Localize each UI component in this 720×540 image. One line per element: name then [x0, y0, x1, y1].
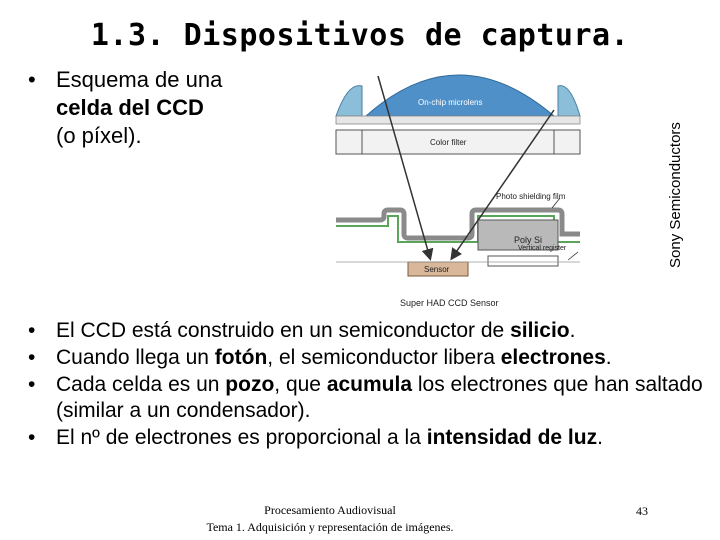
- list-item: • El nº de electrones es proporcional a la intensidad de luz.: [28, 426, 603, 449]
- label-sensor: Sensor: [424, 265, 450, 274]
- intro-line-3: (o píxel).: [56, 123, 142, 148]
- list-item: • Cada celda es un pozo, que acumula los electrones que han saltado (similar a un condensador).: [28, 373, 703, 422]
- bullet-marker: •: [28, 346, 36, 369]
- image-credit: Sony Semiconductors: [667, 122, 684, 268]
- footer-topic: Tema 1. Adquisición y representación de imágenes.: [206, 520, 454, 534]
- slide-title: 1.3. Dispositivos de captura.: [90, 18, 630, 53]
- label-shielding-film: Photo shielding film: [496, 192, 566, 201]
- vertical-register: [488, 256, 558, 266]
- bullet-marker: •: [28, 319, 36, 342]
- bullet-marker: •: [28, 373, 36, 396]
- microlens-right: [558, 86, 580, 116]
- lens-base: [336, 116, 580, 124]
- label-microlens: On-chip microlens: [418, 98, 483, 107]
- intro-line-1: Esquema de una: [56, 67, 223, 92]
- bullet-marker: •: [28, 426, 36, 449]
- intro-bullet: [28, 66, 288, 150]
- footer: [140, 502, 520, 536]
- intro-line-2: celda del CCD: [56, 95, 204, 120]
- list-item: • Cuando llega un fotón, el semiconductor libera electrones.: [28, 346, 612, 369]
- footer-course: Procesamiento Audiovisual: [264, 503, 396, 517]
- page-number: 43: [636, 504, 648, 518]
- label-poly-si: Poly Si: [514, 235, 543, 245]
- label-color-filter: Color filter: [430, 138, 467, 147]
- figure-caption: Super HAD CCD Sensor: [400, 298, 499, 308]
- bullet-marker: •: [28, 67, 36, 92]
- microlens-left: [336, 86, 362, 116]
- microlens-main: [366, 75, 554, 116]
- label-vertical-register: Vertical register: [518, 245, 567, 252]
- bullet-list: [28, 318, 708, 452]
- list-item: • El CCD está construido en un semiconductor de silicio.: [28, 319, 576, 342]
- ccd-cell-diagram: [318, 74, 598, 314]
